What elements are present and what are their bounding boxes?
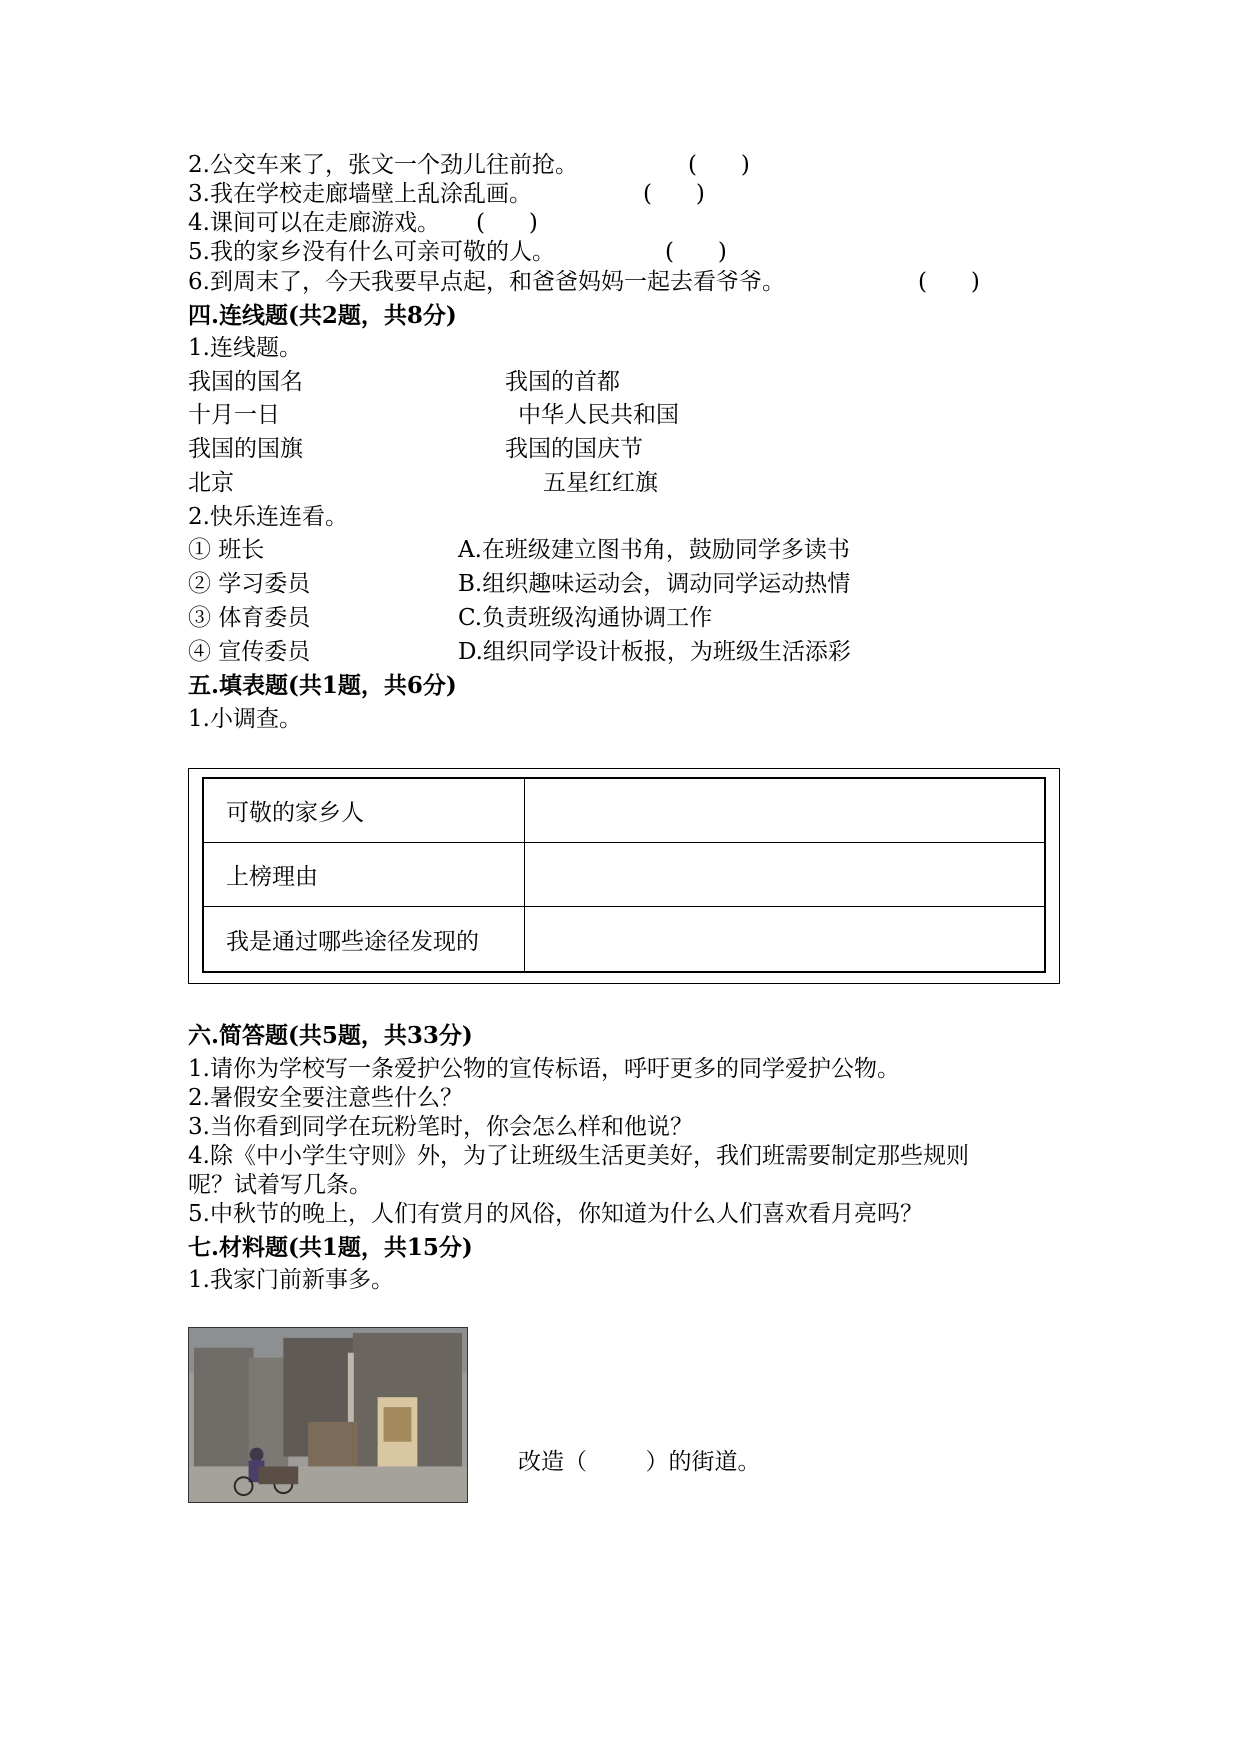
- question-item: 1.请你为学校写一条爱护公物的宣传标语，呼吁更多的同学爱护公物。: [188, 1056, 900, 1082]
- match-left-item: 我国的国旗: [188, 436, 303, 462]
- match-left-item: ① 班长: [188, 537, 265, 563]
- answer-blank: ( ): [643, 181, 705, 207]
- table-answer-cell[interactable]: [525, 843, 1044, 907]
- table-row-label: 我是通过哪些途径发现的: [204, 907, 525, 971]
- question-label: 1.我家门前新事多。: [188, 1267, 394, 1293]
- match-left-item: 北京: [188, 470, 234, 496]
- old-street-photo: [188, 1327, 468, 1503]
- table-row-label: 可敬的家乡人: [204, 779, 525, 843]
- question-item: 2.暑假安全要注意些什么？: [188, 1085, 463, 1111]
- match-left-item: 十月一日: [188, 402, 280, 428]
- match-left-item: ④ 宣传委员: [188, 639, 311, 665]
- question-item-continued: 呢？试着写几条。: [188, 1172, 372, 1198]
- section-heading-table: 五.填表题(共1题，共6分): [188, 672, 457, 699]
- question-label: 1.小调查。: [188, 706, 302, 732]
- question-label: 2.快乐连连看。: [188, 504, 348, 530]
- table-answer-cell[interactable]: [525, 907, 1044, 971]
- table-row-label: 上榜理由: [204, 843, 525, 907]
- judge-item-2: 2.公交车来了，张文一个劲儿往前抢。 ( ): [188, 152, 750, 178]
- match-right-item: D.组织同学设计板报，为班级生活添彩: [458, 639, 851, 665]
- match-right-item: A.在班级建立图书角，鼓励同学多读书: [458, 537, 850, 563]
- question-label: 1.连线题。: [188, 335, 302, 361]
- match-left-item: ② 学习委员: [188, 571, 311, 597]
- match-right-item: C.负责班级沟通协调工作: [458, 605, 713, 631]
- table-answer-cell[interactable]: [525, 779, 1044, 843]
- photo-caption: 改造（ ）的街道。: [518, 1449, 761, 1475]
- answer-blank: ( ): [918, 269, 980, 295]
- match-right-item: B.组织趣味运动会，调动同学运动热情: [458, 571, 851, 597]
- answer-blank: ( ): [665, 239, 727, 265]
- question-item: 4.除《中小学生守则》外，为了让班级生活更美好，我们班需要制定那些规则: [188, 1143, 969, 1169]
- question-item: 3.当你看到同学在玩粉笔时，你会怎么样和他说？: [188, 1114, 693, 1140]
- match-left-item: ③ 体育委员: [188, 605, 311, 631]
- match-right-item: 我国的国庆节: [505, 436, 643, 462]
- survey-table: [202, 777, 1046, 973]
- section-heading-material: 七.材料题(共1题，共15分): [188, 1234, 473, 1261]
- match-right-item: 五星红红旗: [543, 470, 658, 496]
- match-right-item: 我国的首都: [505, 369, 620, 395]
- answer-blank: ( ): [688, 152, 750, 178]
- section-heading-matching: 四.连线题(共2题，共8分): [188, 302, 457, 329]
- match-left-item: 我国的国名: [188, 369, 303, 395]
- judge-item-5: 5.我的家乡没有什么可亲可敬的人。 ( ): [188, 239, 727, 265]
- judge-item-6: 6.到周末了，今天我要早点起，和爸爸妈妈一起去看爷爷。 ( ): [188, 269, 980, 295]
- question-item: 5.中秋节的晚上，人们有赏月的风俗，你知道为什么人们喜欢看月亮吗？: [188, 1201, 923, 1227]
- answer-blank: ( ): [476, 210, 538, 236]
- judge-item-3: 3.我在学校走廊墙壁上乱涂乱画。 ( ): [188, 181, 705, 207]
- match-right-item: 中华人民共和国: [518, 402, 679, 428]
- survey-table-frame: [188, 768, 1060, 984]
- judge-item-4: 4.课间可以在走廊游戏。 ( ): [188, 210, 538, 236]
- section-heading-short-answer: 六.简答题(共5题，共33分): [188, 1022, 473, 1049]
